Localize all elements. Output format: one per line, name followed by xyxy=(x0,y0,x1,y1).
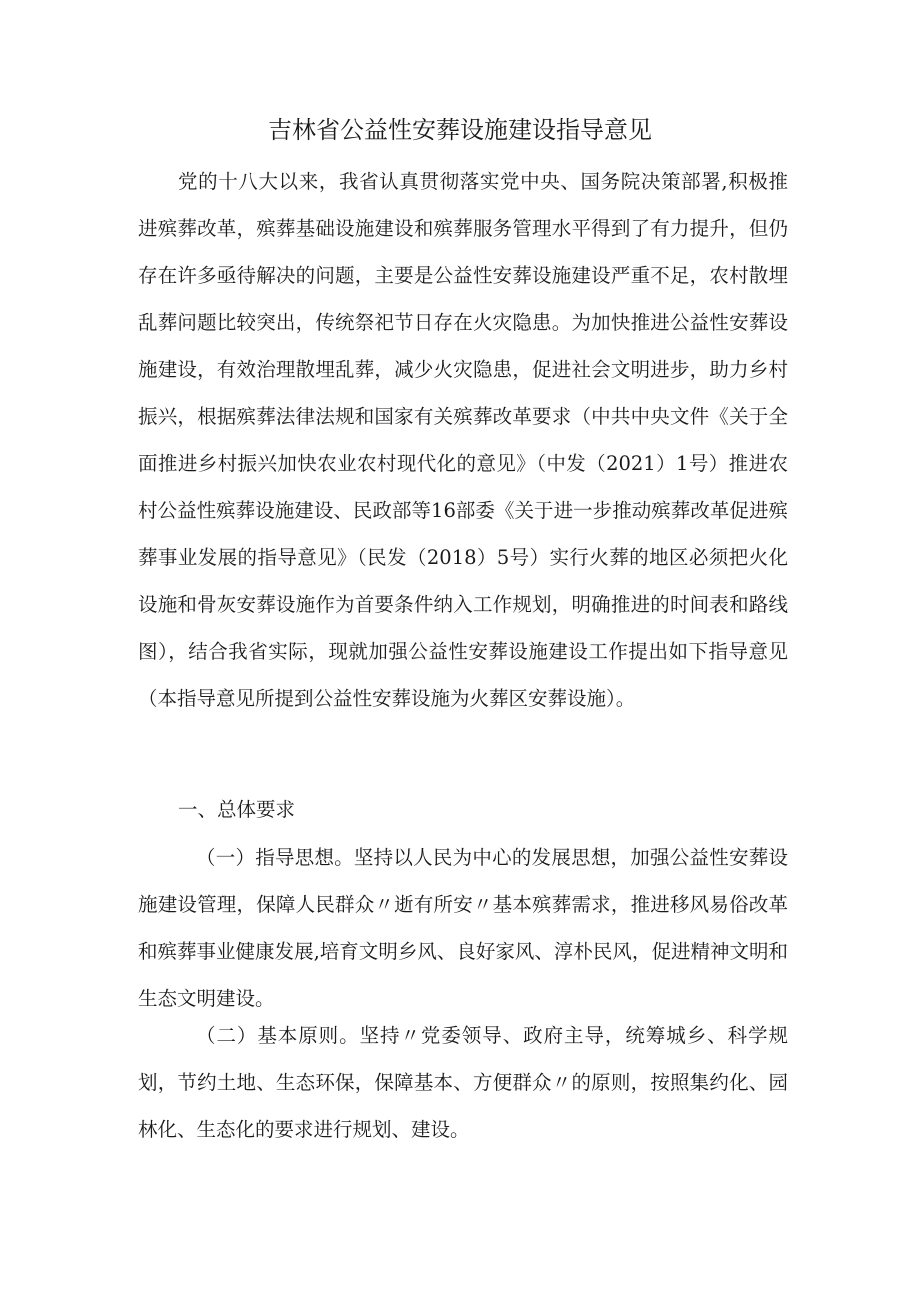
section-heading-general-requirements: 一、总体要求 xyxy=(178,798,296,821)
document-title: 吉林省公益性安葬设施建设指导意见 xyxy=(268,116,652,144)
basic-principles-paragraph: （二）基本原则。坚持〃党委领导、政府主导，统筹城乡、科学规划，节约土地、生态环保，保障基本、方便群众〃的原则，按照集约化、园林化、生态化的要求进行规划、建设。 xyxy=(138,1024,788,1141)
intro-paragraph: 党的十八大以来，我省认真贯彻落实党中央、国务院决策部署,积极推进殡葬改革，殡葬基础设施建设和殡葬服务管理水平得到了有力提升，但仍存在许多亟待解决的问题，主要是公益性安葬设施建设严重不足，农村散埋乱葬问题比较突出，传统祭祀节日存在火灾隐患。为加快推进公益性安葬设施建设，有效治理散埋乱葬，减少火灾隐患，促进社会文明进步，助力乡村振兴，根据殡葬法律法规和国家有关殡葬改革要求（中共中央文件《关于全面推进乡村振兴加快农业农村现代化的意见》（中发（2021）1号）推进农村公益性殡葬设施建设、民政部等16部委《关于进一步推动殡葬改革促进殡葬事业发展的指导意见》（民发（2018）5号）实行火葬的地区必须把火化设施和骨灰安葬设施作为首要条件纳入工作规划，明确推进的时间表和路线图），结合我省实际，现就加强公益性安葬设施建设工作提出如下指导意见（本指导意见所提到公益性安葬设施为火葬区安葬设施）。 xyxy=(138,170,788,710)
guiding-thought-paragraph: （一）指导思想。坚持以人民为中心的发展思想，加强公益性安葬设施建设管理，保障人民群众〃逝有所安〃基本殡葬需求，推进移风易俗改革和殡葬事业健康发展,培育文明乡风、良好家风、淳朴民风，促进精神文明和生态文明建设。 xyxy=(138,846,788,1010)
